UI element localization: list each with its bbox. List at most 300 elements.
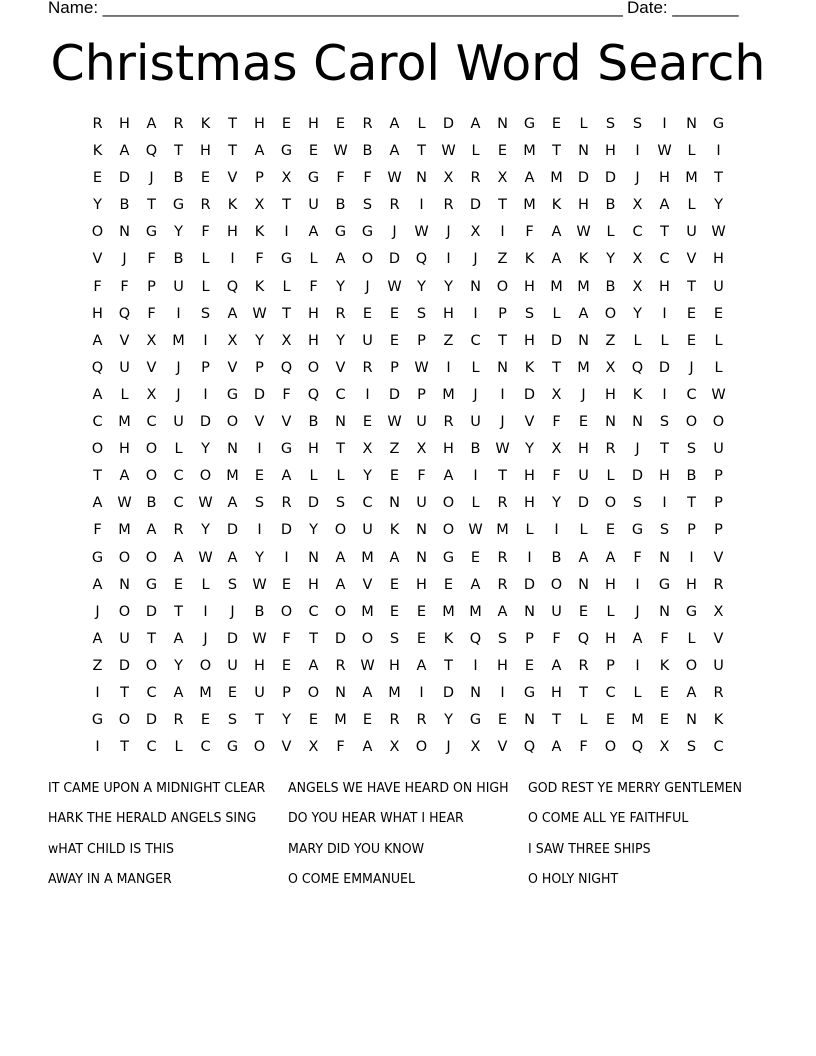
grid-cell: V <box>713 549 724 566</box>
grid-cell: D <box>604 170 617 187</box>
grid-cell: F <box>552 630 561 647</box>
grid-row <box>84 653 732 680</box>
grid-cell: V <box>146 359 157 376</box>
grid-cell: O <box>496 278 509 295</box>
grid-cell: E <box>686 332 697 349</box>
grid-cell: A <box>92 386 103 403</box>
grid-cell: H <box>389 657 400 674</box>
grid-cell: L <box>471 495 480 512</box>
grid-cell: H <box>605 143 616 160</box>
grid-cell: Y <box>201 522 210 539</box>
grid-cell: H <box>308 576 319 593</box>
grid-cell: I <box>365 386 370 403</box>
grid-cell: V <box>281 739 292 756</box>
grid-cell: Y <box>282 712 291 729</box>
grid-cell: T <box>120 739 129 756</box>
grid-cell: I <box>689 549 694 566</box>
grid-cell: U <box>308 197 319 214</box>
grid-cell: J <box>635 170 640 187</box>
grid-cell: Y <box>336 278 345 295</box>
grid-cell: O <box>712 414 725 431</box>
grid-cell: Q <box>631 359 644 376</box>
grid-cell: M <box>550 278 563 295</box>
grid-cell: A <box>308 657 319 674</box>
grid-cell: I <box>527 549 532 566</box>
grid-cell: O <box>604 305 617 322</box>
grid-cell: A <box>605 549 616 566</box>
grid-cell: T <box>147 197 156 214</box>
grid-cell: J <box>149 170 154 187</box>
grid-cell: W <box>657 143 672 160</box>
grid-cell: K <box>254 278 265 295</box>
grid-cell: H <box>524 495 535 512</box>
grid-cell: T <box>498 197 507 214</box>
grid-cell: Y <box>714 197 723 214</box>
grid-cell: E <box>686 305 697 322</box>
grid-cell: L <box>687 197 696 214</box>
grid-cell: E <box>578 414 589 431</box>
grid-cell: J <box>392 224 397 241</box>
grid-cell: I <box>500 224 505 241</box>
grid-cell: K <box>659 657 670 674</box>
grid-cell: O <box>280 603 293 620</box>
grid-cell: M <box>523 143 536 160</box>
grid-cell: F <box>525 224 534 241</box>
grid-cell: N <box>605 414 616 431</box>
grid-cell: X <box>146 386 157 403</box>
grid-cell: G <box>145 224 158 241</box>
grid-cell: F <box>147 251 156 268</box>
grid-cell: J <box>230 603 235 620</box>
grid-cell: S <box>362 197 373 214</box>
grid-cell: K <box>524 251 535 268</box>
grid-cell: A <box>470 576 481 593</box>
grid-cell: I <box>662 495 667 512</box>
grid-cell: O <box>685 657 698 674</box>
grid-cell: L <box>606 224 615 241</box>
grid-cell: L <box>417 116 426 132</box>
grid-cell: D <box>118 170 131 187</box>
grid-cell: N <box>416 522 427 539</box>
grid-cell: F <box>552 468 561 485</box>
grid-cell: O <box>604 495 617 512</box>
word-list-item: O HOLY NIGHT <box>528 870 619 887</box>
grid-cell: V <box>335 359 346 376</box>
grid-cell: B <box>551 549 562 566</box>
grid-cell: K <box>92 143 103 160</box>
grid-cell: H <box>308 305 319 322</box>
grid-cell: W <box>387 170 402 187</box>
grid-cell: M <box>631 712 644 729</box>
word-list <box>48 777 808 898</box>
grid-cell: I <box>662 116 667 132</box>
grid-cell: F <box>120 278 129 295</box>
grid-cell: N <box>497 116 508 132</box>
grid-cell: L <box>633 332 642 349</box>
date-field-label: Date: _______ <box>627 0 739 17</box>
grid-cell: W <box>711 386 726 403</box>
grid-cell: H <box>659 468 670 485</box>
grid-cell: T <box>228 116 237 132</box>
grid-cell: I <box>95 739 100 756</box>
grid-cell: H <box>443 305 454 322</box>
grid-cell: O <box>442 522 455 539</box>
grid-cell: F <box>282 386 291 403</box>
grid-cell: H <box>308 116 319 132</box>
grid-cell: E <box>308 712 319 729</box>
grid-cell: M <box>226 468 239 485</box>
grid-cell: M <box>442 603 455 620</box>
grid-cell: M <box>361 549 374 566</box>
grid-cell: O <box>145 441 158 458</box>
grid-cell: X <box>362 441 373 458</box>
grid-cell: L <box>579 712 588 729</box>
grid-cell: O <box>91 224 104 241</box>
grid-cell: P <box>498 305 507 322</box>
grid-cell: S <box>524 305 535 322</box>
grid-cell: D <box>469 197 482 214</box>
grid-cell: J <box>176 386 181 403</box>
grid-cell: L <box>714 332 723 349</box>
grid-cell: K <box>254 224 265 241</box>
grid-cell: S <box>200 305 211 322</box>
grid-cell: A <box>254 143 265 160</box>
grid-cell: E <box>227 684 238 701</box>
grid-row <box>84 328 732 355</box>
grid-cell: E <box>389 305 400 322</box>
grid-cell: G <box>361 224 374 241</box>
grid-cell: K <box>389 522 400 539</box>
grid-cell: M <box>496 522 509 539</box>
grid-cell: X <box>389 739 400 756</box>
grid-cell: J <box>473 386 478 403</box>
grid-cell: O <box>334 522 347 539</box>
grid-cell: E <box>497 712 508 729</box>
grid-cell: F <box>282 630 291 647</box>
grid-cell: G <box>91 712 104 729</box>
grid-cell: X <box>551 441 562 458</box>
grid-cell: G <box>307 170 320 187</box>
grid-cell: C <box>659 251 670 268</box>
grid-cell: B <box>308 414 319 431</box>
grid-cell: O <box>226 414 239 431</box>
grid-cell: R <box>335 657 346 674</box>
grid-cell: R <box>173 712 184 729</box>
grid-cell: D <box>307 495 320 512</box>
grid-cell: N <box>416 170 427 187</box>
grid-cell: L <box>606 468 615 485</box>
grid-cell: A <box>686 684 697 701</box>
grid-cell: L <box>687 630 696 647</box>
grid-cell: P <box>714 522 723 539</box>
grid-cell: U <box>713 278 724 295</box>
grid-cell: Y <box>552 495 561 512</box>
grid-row <box>84 192 732 219</box>
grid-cell: E <box>443 576 454 593</box>
grid-cell: H <box>578 197 589 214</box>
grid-cell: W <box>198 549 213 566</box>
grid-cell: J <box>446 739 451 756</box>
grid-cell: Y <box>336 332 345 349</box>
grid-cell: P <box>606 657 615 674</box>
grid-cell: G <box>280 143 293 160</box>
grid-cell: G <box>172 197 185 214</box>
grid-cell: B <box>146 495 157 512</box>
grid-cell: I <box>419 684 424 701</box>
grid-cell: X <box>605 359 616 376</box>
grid-cell: K <box>524 359 535 376</box>
grid-cell: T <box>714 170 723 187</box>
grid-cell: G <box>91 549 104 566</box>
grid-cell: L <box>633 684 642 701</box>
grid-cell: T <box>282 305 291 322</box>
grid-cell: C <box>146 414 157 431</box>
grid-cell: O <box>118 603 131 620</box>
grid-cell: W <box>117 495 132 512</box>
grid-cell: I <box>473 657 478 674</box>
grid-cell: T <box>417 143 426 160</box>
grid-cell: X <box>632 197 643 214</box>
grid-cell: X <box>497 170 508 187</box>
word-list-item: MARY DID YOU KNOW <box>288 840 424 857</box>
grid-cell: D <box>199 414 212 431</box>
grid-cell: A <box>335 576 346 593</box>
grid-row <box>84 734 732 761</box>
grid-cell: Q <box>469 630 482 647</box>
grid-cell: Q <box>415 251 428 268</box>
grid-cell: O <box>253 739 266 756</box>
grid-cell: E <box>200 712 211 729</box>
grid-cell: N <box>686 712 697 729</box>
grid-cell: E <box>416 603 427 620</box>
grid-cell: E <box>254 468 265 485</box>
grid-cell: A <box>227 549 238 566</box>
grid-cell: U <box>578 468 589 485</box>
grid-cell: J <box>473 251 478 268</box>
grid-cell: Y <box>174 224 183 241</box>
grid-cell: P <box>201 359 210 376</box>
grid-cell: U <box>173 414 184 431</box>
word-list-item: I SAW THREE SHIPS <box>528 840 651 857</box>
grid-cell: W <box>360 657 375 674</box>
grid-cell: W <box>441 143 456 160</box>
grid-cell: O <box>307 684 320 701</box>
grid-cell: I <box>635 657 640 674</box>
grid-cell: Y <box>93 197 102 214</box>
grid-cell: A <box>389 549 400 566</box>
grid-cell: T <box>255 712 264 729</box>
grid-cell: I <box>500 684 505 701</box>
grid-cell: K <box>632 386 643 403</box>
grid-cell: L <box>471 143 480 160</box>
grid-cell: Z <box>497 251 508 268</box>
grid-cell: A <box>551 251 562 268</box>
grid-cell: Z <box>389 441 400 458</box>
grid-cell: Z <box>605 332 616 349</box>
grid-cell: A <box>551 739 562 756</box>
grid-cell: B <box>362 143 373 160</box>
grid-cell: L <box>174 739 183 756</box>
grid-cell: C <box>470 332 481 349</box>
grid-cell: T <box>552 143 561 160</box>
grid-cell: V <box>497 739 508 756</box>
grid-cell: O <box>118 712 131 729</box>
grid-cell: A <box>92 576 103 593</box>
name-field-label: Name: _______________________________________________________ <box>48 0 623 17</box>
grid-cell: A <box>173 549 184 566</box>
grid-cell: I <box>203 332 208 349</box>
grid-cell: O <box>199 468 212 485</box>
grid-cell: R <box>443 414 454 431</box>
grid-cell: Z <box>92 657 103 674</box>
grid-cell: M <box>118 414 131 431</box>
grid-cell: C <box>200 739 211 756</box>
grid-cell: T <box>552 359 561 376</box>
grid-cell: N <box>416 549 427 566</box>
grid-cell: I <box>257 522 262 539</box>
grid-cell: U <box>713 657 724 674</box>
word-list-item: IT CAME UPON A MIDNIGHT CLEAR <box>48 780 266 796</box>
grid-cell: N <box>497 359 508 376</box>
word-list-item: O COME EMMANUEL <box>288 870 415 887</box>
grid-cell: R <box>416 712 427 729</box>
grid-row <box>84 274 732 301</box>
grid-cell: M <box>334 712 347 729</box>
grid-cell: O <box>145 549 158 566</box>
grid-cell: Y <box>201 441 210 458</box>
grid-cell: Q <box>523 739 536 756</box>
grid-cell: S <box>389 630 400 647</box>
grid-cell: F <box>363 170 372 187</box>
grid-cell: X <box>632 278 643 295</box>
grid-cell: X <box>416 441 427 458</box>
grid-cell: M <box>577 278 590 295</box>
grid-cell: F <box>417 468 426 485</box>
word-list-item: wHAT CHILD IS THIS <box>48 840 175 857</box>
grid-cell: H <box>605 576 616 593</box>
grid-cell: V <box>227 170 238 187</box>
grid-cell: S <box>686 441 697 458</box>
grid-cell: R <box>281 495 292 512</box>
grid-cell: X <box>146 332 157 349</box>
grid-cell: R <box>389 712 400 729</box>
grid-cell: P <box>714 468 723 485</box>
grid-cell: P <box>417 332 426 349</box>
grid-cell: I <box>284 224 289 241</box>
grid-cell: N <box>470 278 481 295</box>
grid-cell: F <box>93 278 102 295</box>
grid-cell: E <box>551 116 562 132</box>
grid-cell: R <box>497 576 508 593</box>
grid-cell: E <box>389 468 400 485</box>
grid-cell: P <box>525 630 534 647</box>
grid-cell: A <box>632 630 643 647</box>
grid-cell: N <box>389 495 400 512</box>
grid-cell: N <box>578 576 589 593</box>
grid-cell: E <box>281 657 292 674</box>
grid-cell: M <box>577 359 590 376</box>
grid-cell: A <box>119 468 130 485</box>
grid-cell: H <box>524 278 535 295</box>
grid-cell: T <box>174 603 183 620</box>
grid-cell: A <box>659 197 670 214</box>
grid-cell: D <box>442 684 455 701</box>
grid-cell: X <box>254 197 265 214</box>
grid-cell: C <box>173 468 184 485</box>
grid-cell: R <box>443 197 454 214</box>
grid-row <box>84 680 732 707</box>
grid-row <box>84 599 732 626</box>
grid-row <box>84 517 732 544</box>
grid-cell: N <box>227 441 238 458</box>
grid-cell: S <box>632 116 643 132</box>
grid-cell: F <box>309 278 318 295</box>
grid-cell: A <box>227 305 238 322</box>
grid-cell: I <box>176 305 181 322</box>
grid-cell: I <box>662 386 667 403</box>
grid-cell: R <box>362 116 373 132</box>
grid-cell: W <box>387 278 402 295</box>
grid-cell: I <box>473 468 478 485</box>
grid-cell: E <box>362 712 373 729</box>
grid-cell: D <box>523 386 536 403</box>
grid-cell: I <box>500 386 505 403</box>
grid-cell: S <box>254 495 265 512</box>
grid-cell: O <box>604 739 617 756</box>
grid-cell: F <box>93 522 102 539</box>
grid-cell: M <box>388 684 401 701</box>
grid-cell: A <box>578 549 589 566</box>
grid-cell: N <box>578 332 589 349</box>
grid-cell: L <box>606 603 615 620</box>
grid-cell: J <box>203 630 208 647</box>
grid-cell: V <box>362 576 373 593</box>
grid-cell: K <box>578 251 589 268</box>
grid-cell: X <box>551 386 562 403</box>
grid-cell: G <box>145 576 158 593</box>
grid-cell: R <box>605 441 616 458</box>
grid-cell: L <box>714 359 723 376</box>
grid-cell: P <box>255 359 264 376</box>
grid-cell: F <box>147 305 156 322</box>
grid-cell: G <box>658 576 671 593</box>
grid-cell: N <box>119 576 130 593</box>
grid-cell: O <box>145 657 158 674</box>
grid-cell: G <box>469 712 482 729</box>
grid-cell: P <box>147 278 156 295</box>
grid-cell: Y <box>417 278 426 295</box>
grid-cell: H <box>119 116 130 132</box>
grid-row <box>84 545 732 572</box>
grid-cell: M <box>442 386 455 403</box>
grid-cell: P <box>255 170 264 187</box>
grid-cell: E <box>335 116 346 132</box>
grid-cell: Y <box>633 305 642 322</box>
grid-cell: H <box>524 468 535 485</box>
grid-cell: W <box>468 522 483 539</box>
grid-cell: X <box>632 251 643 268</box>
grid-cell: W <box>252 576 267 593</box>
grid-cell: O <box>361 630 374 647</box>
grid-cell: A <box>308 224 319 241</box>
grid-cell: A <box>578 305 589 322</box>
grid-cell: L <box>525 522 534 539</box>
grid-cell: V <box>524 414 535 431</box>
grid-cell: E <box>713 305 724 322</box>
grid-cell: W <box>198 495 213 512</box>
grid-cell: D <box>145 712 158 729</box>
grid-cell: Y <box>363 468 372 485</box>
